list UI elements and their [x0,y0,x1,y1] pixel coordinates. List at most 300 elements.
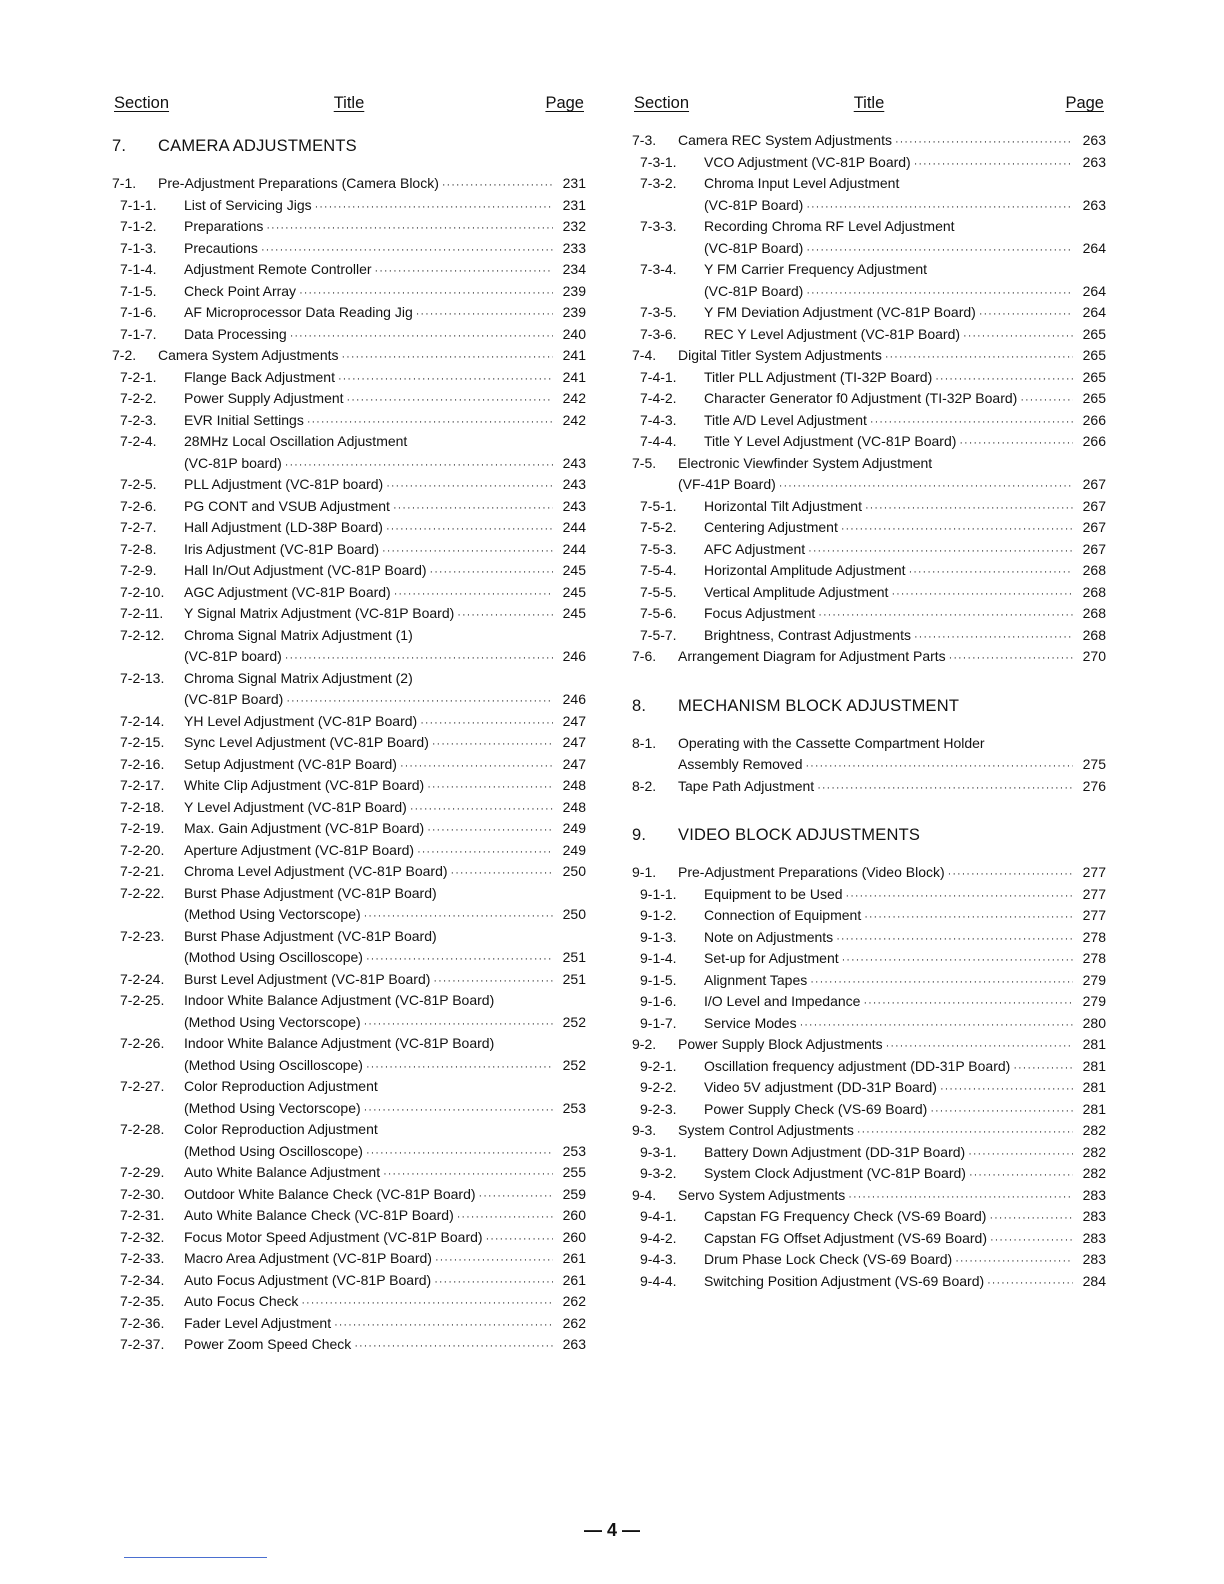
toc-entry [112,603,586,625]
toc-entry-continuation [112,453,586,475]
toc-entry [632,646,1106,668]
toc-entry [112,818,586,840]
entry-page: 283 [1082,1229,1106,1246]
entry-page: 262 [562,1293,586,1309]
dot-leader [886,1036,1073,1058]
entry-number: 7-2-26. [120,1035,165,1051]
entry-title: (VC-81P Board) [704,282,804,299]
dot-leader [885,347,1073,369]
toc-entry [632,625,1106,647]
entry-number: 7-3-3. [640,218,677,234]
dot-leader [417,842,553,864]
dot-leader [863,993,1073,1015]
dot-leader [895,132,1073,154]
entry-page: 268 [1082,583,1106,600]
entry-page: 277 [1082,864,1106,880]
toc-entry [112,840,586,862]
entry-title: Assembly Removed [678,756,803,772]
dot-leader [864,907,1073,929]
toc-entry [112,324,586,346]
entry-page: 245 [562,562,586,578]
entry-page: 231 [562,175,586,191]
entry-page: 267 [1082,519,1106,535]
toc-entry [632,1120,1106,1142]
toc-entry [632,733,1106,755]
chapter-number: 8. [632,696,647,715]
entry-number: 7-3-4. [640,261,677,277]
entry-page: 279 [1082,993,1106,1009]
entry-number: 7-2-31. [120,1207,165,1223]
entry-title: Video 5V adjustment (DD-31P Board) [704,1079,937,1095]
dot-leader [334,1315,553,1337]
toc-entry-continuation [632,754,1106,776]
entry-page: 281 [1082,1057,1106,1074]
dot-leader [800,1015,1073,1037]
toc-entry [112,281,586,303]
dot-leader [810,972,1073,994]
dot-leader [394,584,553,606]
entry-number: 7-3-6. [640,325,677,342]
entry-number: 7-3-5. [640,304,677,320]
toc-entry [112,1119,586,1141]
entry-page: 263 [1082,132,1106,148]
entry-title: Camera REC System Adjustments [678,132,892,148]
entry-number: 7-2-13. [120,669,165,686]
entry-title: YH Level Adjustment (VC-81P Board) [184,712,418,729]
dot-leader [366,949,553,971]
entry-number: 9-4-2. [640,1229,677,1246]
entry-number: 7-5-2. [640,519,677,535]
entry-page: 244 [562,540,586,557]
entry-page: 240 [562,325,586,342]
toc-entry [112,861,586,883]
entry-page: 266 [1082,411,1106,428]
entry-number: 7-5. [632,454,657,471]
toc-entry-continuation [112,689,586,711]
chapter-number: 9. [632,826,647,844]
entry-title: Alignment Tapes [704,971,808,988]
dot-leader [808,541,1073,563]
toc-entry-continuation [112,904,586,926]
toc-entry [112,926,586,948]
entry-title: Capstan FG Frequency Check (VS-69 Board) [704,1208,987,1224]
entry-page: 267 [1082,540,1106,557]
toc-entry-continuation [112,1055,586,1077]
dot-leader [432,734,553,756]
entry-page: 246 [562,648,586,664]
dot-leader [354,1336,553,1358]
toc-entry [632,1077,1106,1099]
entry-number: 7-1-3. [120,239,157,256]
entry-title: Chroma Level Adjustment (VC-81P Board) [184,863,448,879]
toc-entry [632,1228,1106,1250]
entry-number: 7-1-7. [120,325,157,342]
toc-entry [112,969,586,991]
entry-number: 7-2-33. [120,1250,165,1266]
entry-number: 7-2-16. [120,755,165,772]
entry-number: 7-2-25. [120,992,165,1008]
dot-leader [891,584,1073,606]
dot-leader [299,283,553,305]
entry-page: 270 [1082,648,1106,664]
entry-number: 7-2-36. [120,1314,165,1331]
dot-leader [435,1250,553,1272]
dot-leader [416,304,553,326]
entry-page: 278 [1082,928,1106,945]
toc-entry [632,259,1106,281]
toc-entry [112,1205,586,1227]
dot-leader [364,1014,553,1036]
entry-title: Character Generator f0 Adjustment (TI-32P Board) [704,390,1018,406]
toc-entry [632,1271,1106,1293]
entry-page: 241 [562,347,586,363]
dot-leader [955,1251,1073,1273]
entry-page: 279 [1082,971,1106,988]
entry-number: 7-6. [632,648,657,664]
entry-page: 265 [1082,390,1106,406]
entry-title: Camera System Adjustments [158,347,339,363]
entry-number: 7-3-1. [640,153,677,170]
chapter-title: CAMERA ADJUSTMENTS [158,137,357,155]
page-number: — 4 — [583,1520,640,1540]
entry-title: Recording Chroma RF Level Adjustment [704,218,955,234]
entry-number: 7-1-2. [120,218,157,234]
entry-number: 7-2-4. [120,433,157,449]
entry-page: 275 [1082,756,1106,772]
toc-entry-continuation [112,646,586,668]
entry-page: 251 [562,949,586,965]
dot-leader [968,1144,1073,1166]
dot-leader [410,799,553,821]
dot-leader [949,648,1073,670]
entry-number: 9-1-7. [640,1014,677,1031]
entry-page: 249 [562,820,586,836]
entry-title: Pre-Adjustment Preparations (Video Block) [678,864,945,880]
entry-title: EVR Initial Settings [184,411,304,428]
dot-leader [301,1293,553,1315]
entry-title: Aperture Adjustment (VC-81P Board) [184,841,415,858]
toc-entry [112,195,586,217]
entry-title: Digital Titler System Adjustments [678,347,882,363]
toc-entry [632,1185,1106,1207]
entry-title: Auto White Balance Check (VC-81P Board) [184,1207,454,1223]
entry-title: AF Microprocessor Data Reading Jig [184,304,413,320]
header-title-label: Title [333,94,365,112]
toc-entry [632,324,1106,346]
dot-leader [848,1187,1073,1209]
dot-leader [979,304,1073,326]
dot-leader [959,433,1073,455]
entry-title: Setup Adjustment (VC-81P Board) [184,755,397,772]
entry-title: I/O Level and Impedance [704,993,861,1009]
dot-leader [806,240,1073,262]
toc-entry [112,410,586,432]
dot-leader [914,627,1073,649]
entry-page: 281 [1082,1100,1106,1117]
entry-title: Y Level Adjustment (VC-81P Board) [184,798,407,815]
toc-entry [112,367,586,389]
toc-entry-continuation [632,281,1106,303]
toc-entry-continuation [112,947,586,969]
dot-leader [338,369,553,391]
entry-number: 9-1-4. [640,950,677,966]
dot-leader [779,476,1073,498]
entry-title: (VC-81P board) [184,454,282,471]
entry-page: 234 [562,261,586,277]
dot-leader [806,756,1074,778]
entry-page: 277 [1082,907,1106,923]
entry-title: Chroma Input Level Adjustment [704,175,900,191]
toc-right-column [632,94,1106,1292]
entry-page: 282 [1082,1122,1106,1138]
toc-entry-continuation [112,1141,586,1163]
entry-number: 7-5-5. [640,583,677,600]
toc-entry [632,152,1106,174]
entry-number: 7-2-30. [120,1185,165,1202]
entry-page: 250 [562,863,586,879]
entry-title: Brightness, Contrast Adjustments [704,626,911,643]
entry-title: Macro Area Adjustment (VC-81P Board) [184,1250,432,1266]
entry-page: 241 [562,368,586,385]
entry-number: 7-1-4. [120,261,157,277]
entry-number: 7-2-32. [120,1228,165,1245]
entry-title: Indoor White Balance Adjustment (VC-81P Board) [184,1035,495,1051]
toc-entry-continuation [112,1012,586,1034]
entry-page: 264 [1082,304,1106,320]
entry-title: Y FM Deviation Adjustment (VC-81P Board) [704,304,976,320]
entry-page: 247 [562,755,586,772]
header-title-label: Title [853,94,885,112]
entry-title: REC Y Level Adjustment (VC-81P Board) [704,325,961,342]
toc-entry [632,453,1106,475]
dot-leader [963,326,1073,348]
dot-leader [442,175,553,197]
entry-number: 9-1. [632,864,657,880]
toc-entry [632,905,1106,927]
entry-page: 239 [562,304,586,320]
entry-page: 265 [1082,368,1106,385]
entry-title: Iris Adjustment (VC-81P Board) [184,540,380,557]
toc-entry [112,1313,586,1335]
entry-title: PLL Adjustment (VC-81P board) [184,476,384,492]
entry-title: Servo System Adjustments [678,1186,846,1203]
dot-leader [266,218,553,240]
entry-title: VCO Adjustment (VC-81P Board) [704,153,911,170]
entry-title: Title A/D Level Adjustment [704,411,867,428]
toc-entry [112,1162,586,1184]
dot-leader [427,820,553,842]
entry-title: Oscillation frequency adjustment (DD-31P Board) [704,1057,1011,1074]
header-page-label: Page [545,94,584,112]
entry-title: Check Point Array [184,282,297,299]
entry-title: (Method Using Vectorscope) [184,1099,361,1116]
dot-leader [818,605,1073,627]
entry-number: 7-4. [632,347,657,363]
entry-title: System Control Adjustments [678,1122,854,1138]
entry-title: Switching Position Adjustment (VS-69 Board) [704,1272,985,1289]
entry-page: 281 [1082,1079,1106,1095]
toc-entry [112,388,586,410]
entry-page: 268 [1082,626,1106,643]
entry-number: 7-2-20. [120,841,165,858]
dot-leader [400,756,553,778]
toc-entry [632,388,1106,410]
entry-title: Max. Gain Adjustment (VC-81P Board) [184,820,425,836]
toc-entry [632,1099,1106,1121]
entry-number: 9-3. [632,1122,657,1138]
entry-title: Titler PLL Adjustment (TI-32P Board) [704,368,933,385]
entry-title: Chroma Signal Matrix Adjustment (1) [184,626,413,643]
entry-title: Burst Phase Adjustment (VC-81P Board) [184,927,437,944]
entry-number: 7-2-12. [120,626,165,643]
entry-page: 283 [1082,1251,1106,1267]
header-page-label: Page [1065,94,1104,112]
toc-entry [632,431,1106,453]
entry-page: 264 [1082,282,1106,299]
toc-entry [632,345,1106,367]
entry-title: Color Reproduction Adjustment [184,1121,378,1137]
entry-title: Y Signal Matrix Adjustment (VC-81P Board) [184,605,455,621]
dot-leader [347,390,553,412]
entry-number: 7-2-18. [120,798,165,815]
entry-number: 7-5-7. [640,626,677,643]
dot-leader [990,1230,1073,1252]
entry-title: (VC-81P Board) [704,239,804,256]
entry-page: 253 [562,1142,586,1159]
toc-entry [632,862,1106,884]
dot-leader [364,906,553,928]
entry-title: Focus Adjustment [704,605,816,621]
entry-page: 252 [562,1056,586,1073]
dot-leader [457,605,553,627]
entry-number: 9-1-1. [640,885,677,902]
entry-page: 277 [1082,885,1106,902]
dot-leader [383,1164,553,1186]
entry-number: 7-2-9. [120,562,157,578]
dot-leader [393,498,553,520]
toc-entry-continuation [632,195,1106,217]
dot-leader [857,1122,1073,1144]
entry-title: Hall Adjustment (LD-38P Board) [184,519,383,535]
entry-title: (Method Using Oscilloscope) [184,1056,363,1073]
entry-number: 7-2-11. [120,605,164,621]
toc-entry [112,775,586,797]
entry-number: 7-5-1. [640,497,677,514]
entry-page: 281 [1082,1036,1106,1052]
dot-leader [261,240,553,262]
entry-number: 9-4-1. [640,1208,677,1224]
entry-page: 266 [1082,433,1106,449]
dot-leader [817,778,1073,800]
toc-entry [112,883,586,905]
entry-title: (Mothod Using Oscilloscope) [184,949,363,965]
toc-entry [112,1076,586,1098]
entry-number: 7-2-10. [120,583,165,600]
entry-title: Drum Phase Lock Check (VS-69 Board) [704,1251,953,1267]
entry-title: Power Supply Block Adjustments [678,1036,883,1052]
entry-number: 7-2-7. [120,519,157,535]
entry-page: 247 [562,712,586,729]
toc-entry [632,927,1106,949]
entry-title: List of Servicing Jigs [184,196,312,213]
toc-entry [112,431,586,453]
entry-number: 7-2-19. [120,820,165,836]
entry-page: 260 [562,1207,586,1223]
entry-number: 9-3-1. [640,1143,677,1160]
entry-number: 9-4-4. [640,1272,677,1289]
entry-number: 9-1-5. [640,971,677,988]
dot-leader [420,713,553,735]
entry-title: Power Zoom Speed Check [184,1336,352,1352]
dot-leader [841,519,1073,541]
dot-leader [969,1165,1073,1187]
entry-page: 262 [562,1314,586,1331]
entry-number: 7-4-4. [640,433,677,449]
entry-title: Adjustment Remote Controller [184,261,372,277]
entry-title: Color Reproduction Adjustment [184,1078,378,1094]
entry-number: 7-5-3. [640,540,677,557]
toc-entry [112,560,586,582]
entry-title: Sync Level Adjustment (VC-81P Board) [184,734,429,750]
entry-page: 244 [562,519,586,535]
toc-entry [112,1334,586,1356]
entry-number: 7-4-2. [640,390,677,406]
entry-number: 7-1-6. [120,304,157,320]
entry-title: Battery Down Adjustment (DD-31P Board) [704,1143,966,1160]
entry-title: AFC Adjustment [704,540,806,557]
toc-entry [632,1206,1106,1228]
dot-leader [846,886,1073,908]
entry-number: 9-1-2. [640,907,677,923]
toc-entry [112,754,586,776]
entry-number: 7-3. [632,132,657,148]
entry-page: 242 [562,390,586,406]
entry-title: Data Processing [184,325,287,342]
entry-title: Focus Motor Speed Adjustment (VC-81P Board) [184,1228,483,1245]
dot-leader [366,1057,553,1079]
entry-number: 7-2-23. [120,927,165,944]
dot-leader [427,777,553,799]
toc-entry [632,1034,1106,1056]
entry-title: White Clip Adjustment (VC-81P Board) [184,777,425,793]
toc-entry [632,1056,1106,1078]
entry-number: 7-2-15. [120,734,165,750]
entry-title: Centering Adjustment [704,519,838,535]
dot-leader [806,197,1073,219]
toc-entry [112,668,586,690]
toc-entry [632,130,1106,152]
dot-leader [486,1229,553,1251]
entry-title: (VC-81P Board) [184,691,284,707]
entry-number: 7-2-6. [120,497,157,514]
entry-page: 283 [1082,1208,1106,1224]
entry-page: 239 [562,282,586,299]
toc-entry [632,776,1106,798]
dot-leader [457,1207,553,1229]
toc-entry [112,1033,586,1055]
entry-title: Pre-Adjustment Preparations (Camera Block) [158,175,439,191]
toc-entry [632,1163,1106,1185]
dot-leader [948,864,1073,886]
chapter-heading [112,130,586,163]
toc-entry [112,582,586,604]
entry-title: Tape Path Adjustment [678,777,815,794]
entry-page: 259 [562,1185,586,1202]
toc-entry [632,496,1106,518]
toc-entry [112,1291,586,1313]
toc-entry [632,603,1106,625]
entry-title: Power Supply Adjustment [184,390,344,406]
